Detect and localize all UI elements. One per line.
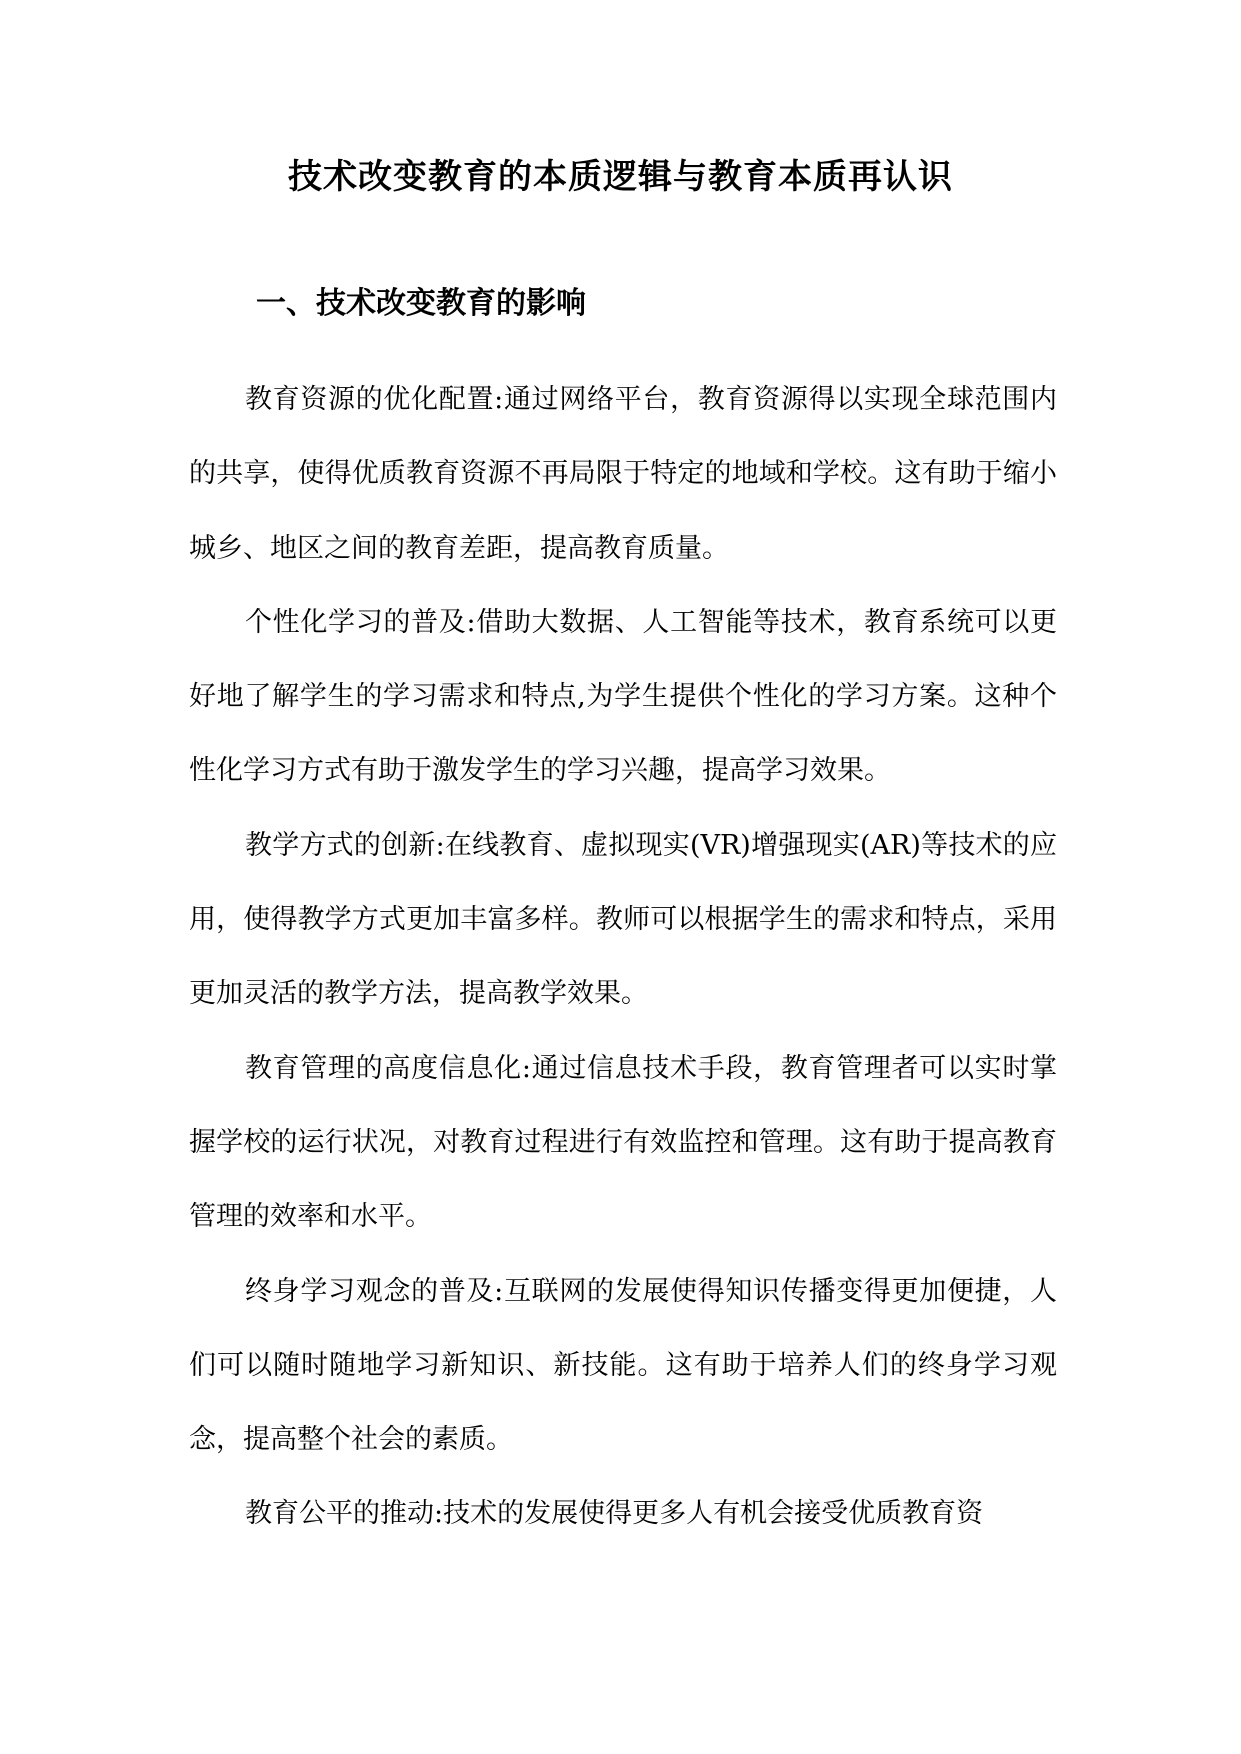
paragraph-management-informatization [189,1032,1057,1255]
paragraph-education-equity [189,1477,1057,1551]
paragraph-personalized-learning [189,586,1057,809]
paragraph-lead: 教育公平的推动: [245,1498,444,1530]
paragraph-text: 技术的发展使得更多人有机会接受优质教育资 [443,1498,984,1530]
paragraph-text: 通过网络平台，教育资源得以实现全球范围内的共享，使得优质教育资源不再局限于特定的地域和学校。这有助于缩小城乡、地区之间的教育差距，提高教育质量。 [189,384,1057,564]
document-title: 技术改变教育的本质逻辑与教育本质再认识 [288,157,953,197]
paragraph-lead: 教学方式的创新: [245,829,445,861]
paragraph-resource-allocation [189,363,1057,586]
paragraph-teaching-innovation [189,809,1057,1032]
paragraph-text: 通过信息技术手段，教育管理者可以实时掌握学校的运行状况，对教育过程进行有效监控和管理。这有助于提高教育管理的效率和水平。 [189,1052,1057,1233]
section-heading: 一、技术改变教育的影响 [256,286,586,321]
paragraph-text: 在线教育、虚拟现实(VR)增强现实(AR)等技术的应用，使得教学方式更加丰富多样。教师可以根据学生的需求和特点，采用更加灵活的教学方法，提高教学效果。 [189,829,1057,1010]
paragraph-lifelong-learning [189,1255,1057,1478]
paragraph-lead: 终身学习观念的普及: [245,1275,504,1307]
paragraph-lead: 教育管理的高度信息化: [245,1052,531,1084]
paragraph-text: 借助大数据、人工智能等技术，教育系统可以更好地了解学生的学习需求和特点,为学生提供个性化的学习方案。这种个性化学习方式有助于激发学生的学习兴趣，提高学习效果。 [189,606,1057,787]
paragraph-lead: 教育资源的优化配置: [245,384,504,415]
paragraph-text: 互联网的发展使得知识传播变得更加便捷，人们可以随时随地学习新知识、新技能。这有助于培养人们的终身学习观念，提高整个社会的素质。 [189,1275,1057,1456]
document-body [189,363,1057,1552]
paragraph-lead: 个性化学习的普及: [245,606,476,638]
